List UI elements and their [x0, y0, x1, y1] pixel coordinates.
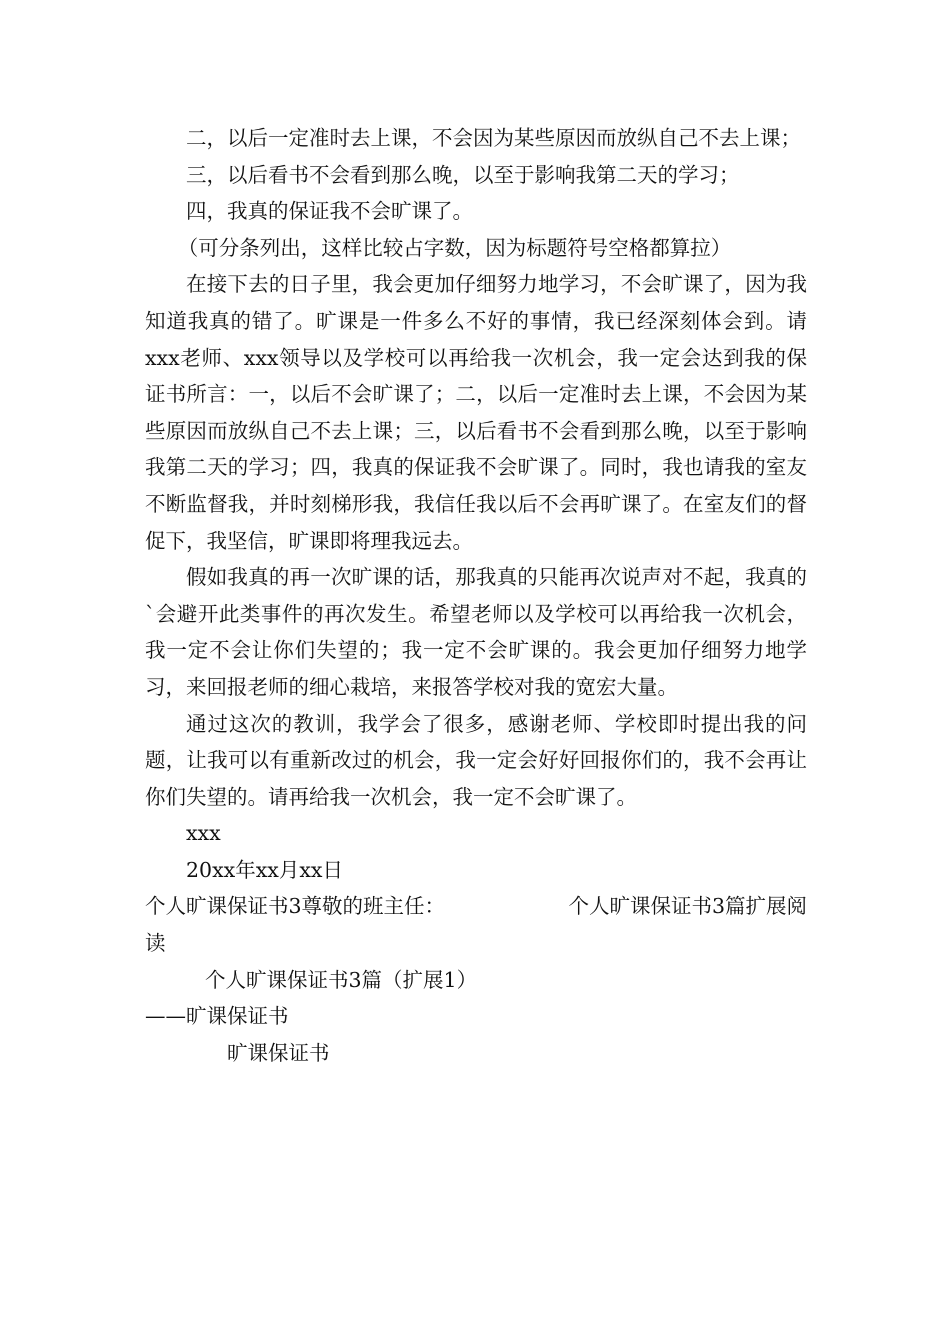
body-paragraph: 通过这次的教训，我学会了很多，感谢老师、学校即时提出我的问题，让我可以有重新改过的机会，我一定会好好回报你们的，我不会再让你们失望的。请再给我一次机会，我一定不会旷课了。: [145, 711, 807, 809]
extension-title: 旷课保证书: [227, 1040, 330, 1065]
list-item: 三，以后看书不会看到那么晚，以至于影响我第二天的学习；: [186, 162, 740, 187]
signature-date: 20xx年xx月xx日: [186, 857, 343, 882]
footer-right-text: 个人旷课保证书3篇扩展阅: [568, 894, 807, 919]
footer-continuation: 读: [145, 931, 166, 956]
extension-dash-line: ——旷课保证书: [145, 1004, 289, 1029]
footer-row: [145, 888, 807, 925]
signature-name: xxx: [186, 821, 221, 846]
body-paragraph: 假如我真的再一次旷课的话，那我真的只能再次说声对不起，我真的`会避开此类事件的再次发生。希望老师以及学校可以再给我一次机会，我一定不会让你们失望的；我一定不会旷课的。我会更加仔细努力地学习，来回报老师的细心栽培，来报答学校对我的宽宏大量。: [145, 565, 807, 699]
list-item: 二，以后一定准时去上课，不会因为某些原因而放纵自己不去上课；: [186, 126, 801, 150]
footer-left-text: 个人旷课保证书3尊敬的班主任：: [145, 894, 446, 919]
list-item: 四，我真的保证我不会旷课了。: [186, 199, 473, 224]
body-paragraph: 在接下去的日子里，我会更加仔细努力地学习，不会旷课了，因为我知道我真的错了。旷课是一件多么不好的事情，我已经深刻体会到。请xxx老师、xxx领导以及学校可以再给我一次机会，我一定会达到我的保证书所言：一，以后不会旷课了；二，以后一定准时去上课，不会因为某些原因而放纵自己不去上课；三，以后看书不会看到那么晚，以至于影响我第二天的学习；四，我真的保证我不会旷课了。同时，我也请我的室友不断监督我，并时刻梯形我，我信任我以后不会再旷课了。在室友们的督促下，我坚信，旷课即将理我远去。: [145, 272, 807, 553]
writing-note: （可分条列出，这样比较占字数，因为标题符号空格都算拉）: [177, 235, 732, 260]
document-body: [145, 120, 807, 1071]
extension-heading: 个人旷课保证书3篇（扩展1）: [205, 967, 478, 992]
